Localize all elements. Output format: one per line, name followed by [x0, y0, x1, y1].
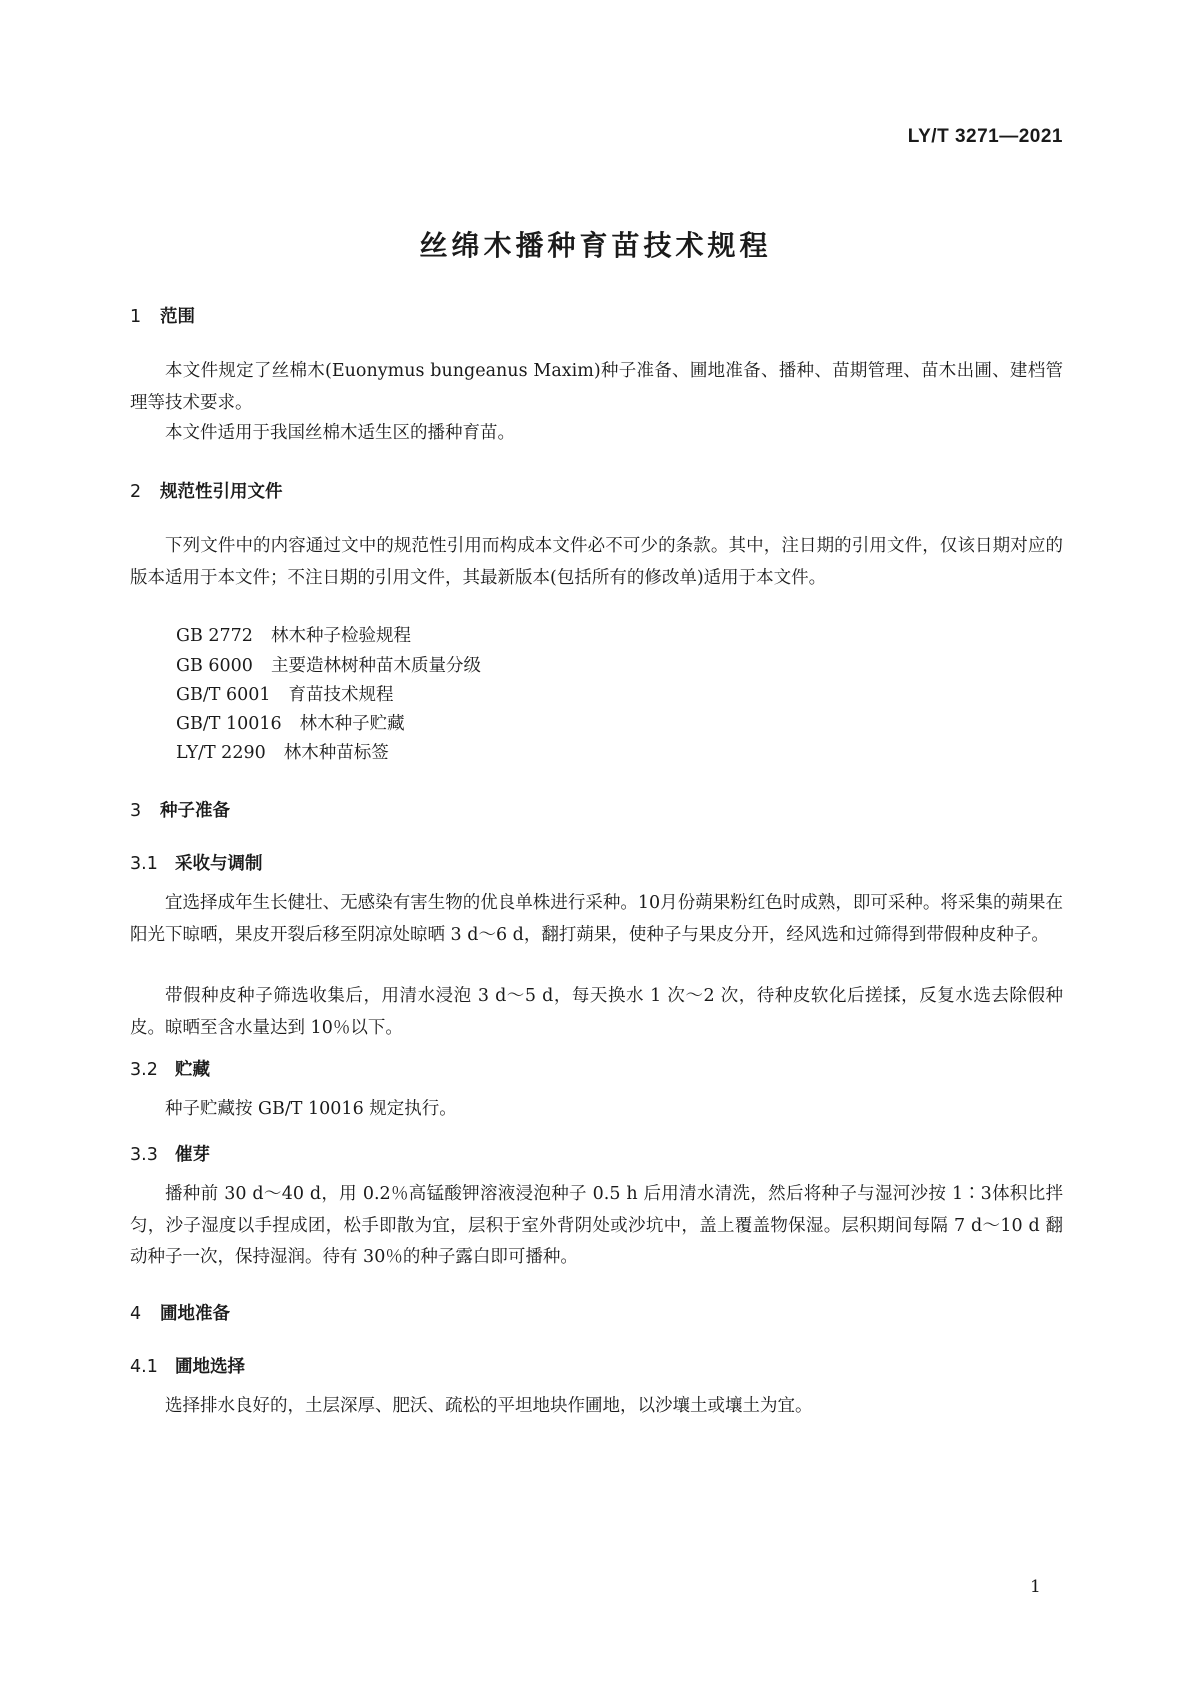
reference-item [176, 622, 411, 647]
reference-name: 林木种苗标签 [283, 743, 389, 763]
section-heading-1 [130, 303, 195, 328]
section-number: 3.1 [130, 854, 158, 874]
reference-name: 育苗技术规程 [288, 685, 394, 705]
reference-name: 主要造林树种苗木质量分级 [270, 656, 481, 676]
reference-item [176, 710, 405, 735]
section-number: 4.1 [130, 1357, 158, 1377]
section-number: 4 [130, 1304, 142, 1324]
document-title: 丝绵木播种育苗技术规程 [419, 229, 772, 262]
section-title: 圃地准备 [160, 1304, 230, 1324]
paragraph: 带假种皮种子筛选收集后，用清水浸泡 3 d～5 d，每天换水 1 次～2 次，待种皮软化后搓揉，反复水选去除假种皮。晾晒至含水量达到 10％以下。 [130, 986, 1063, 1038]
standard-code: LY/T 3271—2021 [907, 126, 1063, 147]
section-title: 种子准备 [160, 801, 230, 821]
section-title: 采收与调制 [175, 854, 263, 874]
section-title: 贮藏 [175, 1060, 210, 1080]
reference-code: GB 2772 [176, 626, 253, 646]
reference-item [176, 739, 389, 764]
reference-name: 林木种子检验规程 [270, 626, 411, 646]
reference-code: GB/T 6001 [176, 685, 271, 705]
section-title: 圃地选择 [175, 1357, 245, 1377]
page-number: 1 [1030, 1577, 1041, 1597]
section-title: 规范性引用文件 [160, 482, 283, 502]
section-title: 催芽 [175, 1145, 210, 1165]
paragraph: 选择排水良好的，土层深厚、肥沃、疏松的平坦地块作圃地，以沙壤土或壤土为宜。 [165, 1396, 813, 1416]
section-number: 2 [130, 482, 142, 502]
section-number: 3.3 [130, 1145, 158, 1165]
paragraph: 宜选择成年生长健壮、无感染有害生物的优良单株进行采种。10月份蒴果粉红色时成熟，即可采种。将采集的蒴果在阳光下晾晒，果皮开裂后移至阴凉处晾晒 3 d～6 d，翻打蒴果，使种子与果皮分开，经风选和过筛得到带假种皮种子。 [130, 893, 1063, 945]
section-heading-3 [130, 797, 230, 822]
reference-code: LY/T 2290 [176, 743, 266, 763]
section-title: 范围 [160, 307, 195, 327]
reference-code: GB 6000 [176, 656, 253, 676]
paragraph: 下列文件中的内容通过文中的规范性引用而构成本文件必不可少的条款。其中，注日期的引用文件，仅该日期对应的版本适用于本文件；不注日期的引用文件，其最新版本(包括所有的修改单)适用于本文件。 [130, 536, 1063, 588]
subsection-heading-3-2 [130, 1056, 210, 1081]
paragraph: 本文件规定了丝棉木(Euonymus bungeanus Maxim)种子准备、圃地准备、播种、苗期管理、苗木出圃、建档管理等技术要求。 [130, 361, 1063, 413]
paragraph: 本文件适用于我国丝棉木适生区的播种育苗。 [165, 423, 515, 443]
paragraph: 播种前 30 d～40 d，用 0.2％高锰酸钾溶液浸泡种子 0.5 h 后用清水清洗，然后将种子与湿河沙按 1∶3体积比拌匀，沙子湿度以手捏成团，松手即散为宜，层积于室外背阴处或沙坑中，盖上覆盖物保湿。层积期间每隔 7 d～10 d 翻动种子一次，保持湿润。待有 30％的种子露白即可播种。 [130, 1184, 1063, 1267]
reference-item [176, 652, 481, 677]
reference-name: 林木种子贮藏 [299, 714, 405, 734]
section-number: 3 [130, 801, 142, 821]
reference-item [176, 681, 394, 706]
section-heading-4 [130, 1300, 230, 1325]
subsection-heading-3-1 [130, 850, 263, 875]
section-number: 3.2 [130, 1060, 158, 1080]
reference-code: GB/T 10016 [176, 714, 282, 734]
subsection-heading-4-1 [130, 1353, 245, 1378]
section-number: 1 [130, 307, 142, 327]
paragraph: 种子贮藏按 GB/T 10016 规定执行。 [165, 1099, 457, 1119]
section-heading-2 [130, 478, 283, 503]
subsection-heading-3-3 [130, 1141, 210, 1166]
